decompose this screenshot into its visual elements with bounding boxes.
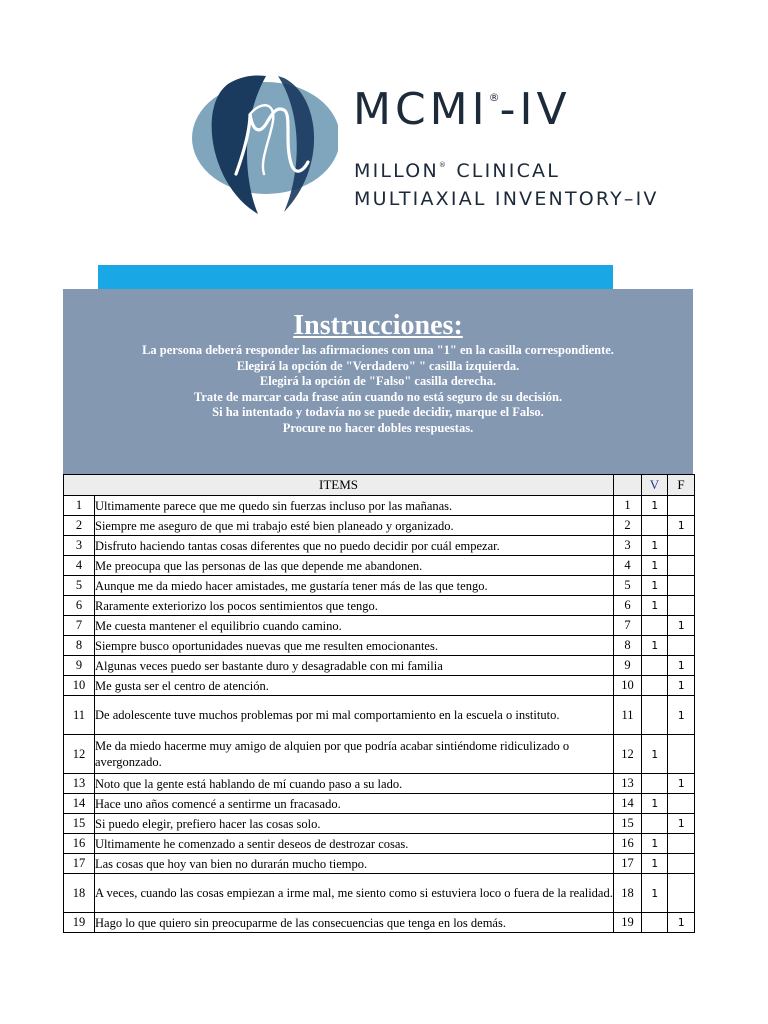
false-answer-cell[interactable] — [668, 735, 695, 774]
item-statement: Me da miedo hacerme muy amigo de alquien por que podría acabar sintiéndome ridiculizado o avergonzado. — [95, 735, 614, 774]
item-number: 2 — [64, 516, 95, 536]
table-row — [64, 735, 695, 774]
true-answer-cell[interactable]: 1 — [642, 854, 668, 874]
items-header: ITEMS — [64, 475, 614, 496]
table-row — [64, 496, 695, 516]
false-answer-cell[interactable] — [668, 854, 695, 874]
mcmi-emblem-icon — [188, 66, 338, 216]
true-answer-cell[interactable] — [642, 516, 668, 536]
item-statement: A veces, cuando las cosas empiezan a irme mal, me siento como si estuviera loco o fuera de la realidad. — [95, 874, 614, 913]
false-answer-cell[interactable]: 1 — [668, 814, 695, 834]
table-row — [64, 854, 695, 874]
item-number-repeat: 19 — [614, 913, 642, 933]
item-statement: Ultimamente he comenzado a sentir deseos de destrozar cosas. — [95, 834, 614, 854]
false-column-header: F — [668, 475, 695, 496]
false-answer-cell[interactable]: 1 — [668, 516, 695, 536]
item-number-repeat: 14 — [614, 794, 642, 814]
true-answer-cell[interactable] — [642, 696, 668, 735]
item-number-repeat: 17 — [614, 854, 642, 874]
instruction-line: Si ha intentado y todavía no se puede decidir, marque el Falso. — [212, 405, 544, 419]
item-number: 6 — [64, 596, 95, 616]
item-statement: Si puedo elegir, prefiero hacer las cosas solo. — [95, 814, 614, 834]
true-answer-cell[interactable]: 1 — [642, 556, 668, 576]
true-answer-cell[interactable] — [642, 814, 668, 834]
false-answer-cell[interactable]: 1 — [668, 913, 695, 933]
true-answer-cell[interactable]: 1 — [642, 496, 668, 516]
item-statement: Siempre busco oportunidades nuevas que me resulten emocionantes. — [95, 636, 614, 656]
item-number: 10 — [64, 676, 95, 696]
false-answer-cell[interactable] — [668, 556, 695, 576]
table-row — [64, 696, 695, 735]
number-header — [614, 475, 642, 496]
true-column-header: V — [642, 475, 668, 496]
item-number: 17 — [64, 854, 95, 874]
item-statement: Algunas veces puedo ser bastante duro y desagradable con mi familia — [95, 656, 614, 676]
item-statement: Disfruto haciendo tantas cosas diferentes que no puedo decidir por cuál empezar. — [95, 536, 614, 556]
item-number: 7 — [64, 616, 95, 636]
item-number: 4 — [64, 556, 95, 576]
table-row — [64, 616, 695, 636]
item-number: 15 — [64, 814, 95, 834]
item-number-repeat: 4 — [614, 556, 642, 576]
item-statement: Raramente exteriorizo los pocos sentimientos que tengo. — [95, 596, 614, 616]
true-answer-cell[interactable]: 1 — [642, 536, 668, 556]
logo-subtitle-line-1: MILLON® CLINICAL — [354, 160, 561, 182]
true-answer-cell[interactable]: 1 — [642, 834, 668, 854]
item-statement: Ultimamente parece que me quedo sin fuerzas incluso por las mañanas. — [95, 496, 614, 516]
item-number-repeat: 5 — [614, 576, 642, 596]
item-statement: Me cuesta mantener el equilibrio cuando camino. — [95, 616, 614, 636]
instruction-line: La persona deberá responder las afirmaciones con una "1" en la casilla correspondiente. — [142, 343, 614, 357]
item-number-repeat: 2 — [614, 516, 642, 536]
table-row — [64, 576, 695, 596]
item-number-repeat: 16 — [614, 834, 642, 854]
item-statement: Aunque me da miedo hacer amistades, me gustaría tener más de las que tengo. — [95, 576, 614, 596]
table-row — [64, 516, 695, 536]
item-number: 18 — [64, 874, 95, 913]
table-row — [64, 676, 695, 696]
false-answer-cell[interactable]: 1 — [668, 676, 695, 696]
false-answer-cell[interactable] — [668, 596, 695, 616]
true-answer-cell[interactable]: 1 — [642, 735, 668, 774]
mcmi-logo — [188, 66, 688, 226]
item-statement: Siempre me aseguro de que mi trabajo esté bien planeado y organizado. — [95, 516, 614, 536]
true-answer-cell[interactable] — [642, 656, 668, 676]
table-row — [64, 536, 695, 556]
item-number-repeat: 18 — [614, 874, 642, 913]
item-statement: Noto que la gente está hablando de mí cuando paso a su lado. — [95, 774, 614, 794]
item-number: 5 — [64, 576, 95, 596]
true-answer-cell[interactable] — [642, 676, 668, 696]
false-answer-cell[interactable] — [668, 834, 695, 854]
false-answer-cell[interactable] — [668, 536, 695, 556]
item-number-repeat: 15 — [614, 814, 642, 834]
table-row — [64, 636, 695, 656]
false-answer-cell[interactable]: 1 — [668, 656, 695, 676]
accent-bar — [98, 265, 613, 289]
true-answer-cell[interactable] — [642, 913, 668, 933]
item-statement: Me gusta ser el centro de atención. — [95, 676, 614, 696]
true-answer-cell[interactable] — [642, 616, 668, 636]
item-number: 13 — [64, 774, 95, 794]
item-statement: Me preocupa que las personas de las que depende me abandonen. — [95, 556, 614, 576]
false-answer-cell[interactable] — [668, 576, 695, 596]
false-answer-cell[interactable] — [668, 874, 695, 913]
item-statement: Hace uno años comencé a sentirme un fracasado. — [95, 794, 614, 814]
item-number: 14 — [64, 794, 95, 814]
logo-title: MCMI®-IV — [353, 84, 571, 135]
true-answer-cell[interactable]: 1 — [642, 636, 668, 656]
table-row — [64, 874, 695, 913]
table-row — [64, 556, 695, 576]
false-answer-cell[interactable]: 1 — [668, 616, 695, 636]
item-number-repeat: 1 — [614, 496, 642, 516]
true-answer-cell[interactable]: 1 — [642, 576, 668, 596]
true-answer-cell[interactable] — [642, 774, 668, 794]
true-answer-cell[interactable]: 1 — [642, 874, 668, 913]
instructions-panel — [63, 289, 693, 474]
item-number-repeat: 8 — [614, 636, 642, 656]
item-number-repeat: 11 — [614, 696, 642, 735]
item-number: 16 — [64, 834, 95, 854]
instruction-line: Elegirá la opción de "Verdadero" " casilla izquierda. — [236, 358, 520, 373]
true-answer-cell[interactable]: 1 — [642, 794, 668, 814]
item-number: 9 — [64, 656, 95, 676]
table-row — [64, 834, 695, 854]
items-table — [63, 474, 695, 933]
table-row — [64, 814, 695, 834]
item-number-repeat: 9 — [614, 656, 642, 676]
item-number: 19 — [64, 913, 95, 933]
item-statement: Las cosas que hoy van bien no durarán mucho tiempo. — [95, 854, 614, 874]
instructions-title: Instrucciones: — [293, 310, 463, 341]
true-answer-cell[interactable]: 1 — [642, 596, 668, 616]
instruction-line: Procure no hacer dobles respuestas. — [282, 420, 474, 435]
table-row — [64, 656, 695, 676]
item-number: 1 — [64, 496, 95, 516]
instruction-line: Elegirá la opción de "Falso" casilla derecha. — [259, 374, 497, 388]
false-answer-cell[interactable] — [668, 636, 695, 656]
table-row — [64, 913, 695, 933]
item-number-repeat: 13 — [614, 774, 642, 794]
item-number-repeat: 3 — [614, 536, 642, 556]
item-number-repeat: 6 — [614, 596, 642, 616]
false-answer-cell[interactable]: 1 — [668, 774, 695, 794]
table-row — [64, 774, 695, 794]
item-number-repeat: 12 — [614, 735, 642, 774]
logo-subtitle-line-2: MULTIAXIAL INVENTORY–IV — [354, 188, 659, 210]
false-answer-cell[interactable] — [668, 794, 695, 814]
item-number: 3 — [64, 536, 95, 556]
item-number-repeat: 10 — [614, 676, 642, 696]
instruction-line: Trate de marcar cada frase aún cuando no está seguro de su decisión. — [193, 389, 563, 404]
item-number: 12 — [64, 735, 95, 774]
item-statement: Hago lo que quiero sin preocuparme de las consecuencias que tenga en los demás. — [95, 913, 614, 933]
item-number-repeat: 7 — [614, 616, 642, 636]
table-row — [64, 794, 695, 814]
false-answer-cell[interactable] — [668, 496, 695, 516]
false-answer-cell[interactable]: 1 — [668, 696, 695, 735]
table-row — [64, 596, 695, 616]
item-statement: De adolescente tuve muchos problemas por mi mal comportamiento en la escuela o instituto. — [95, 696, 614, 735]
item-number: 11 — [64, 696, 95, 735]
item-number: 8 — [64, 636, 95, 656]
